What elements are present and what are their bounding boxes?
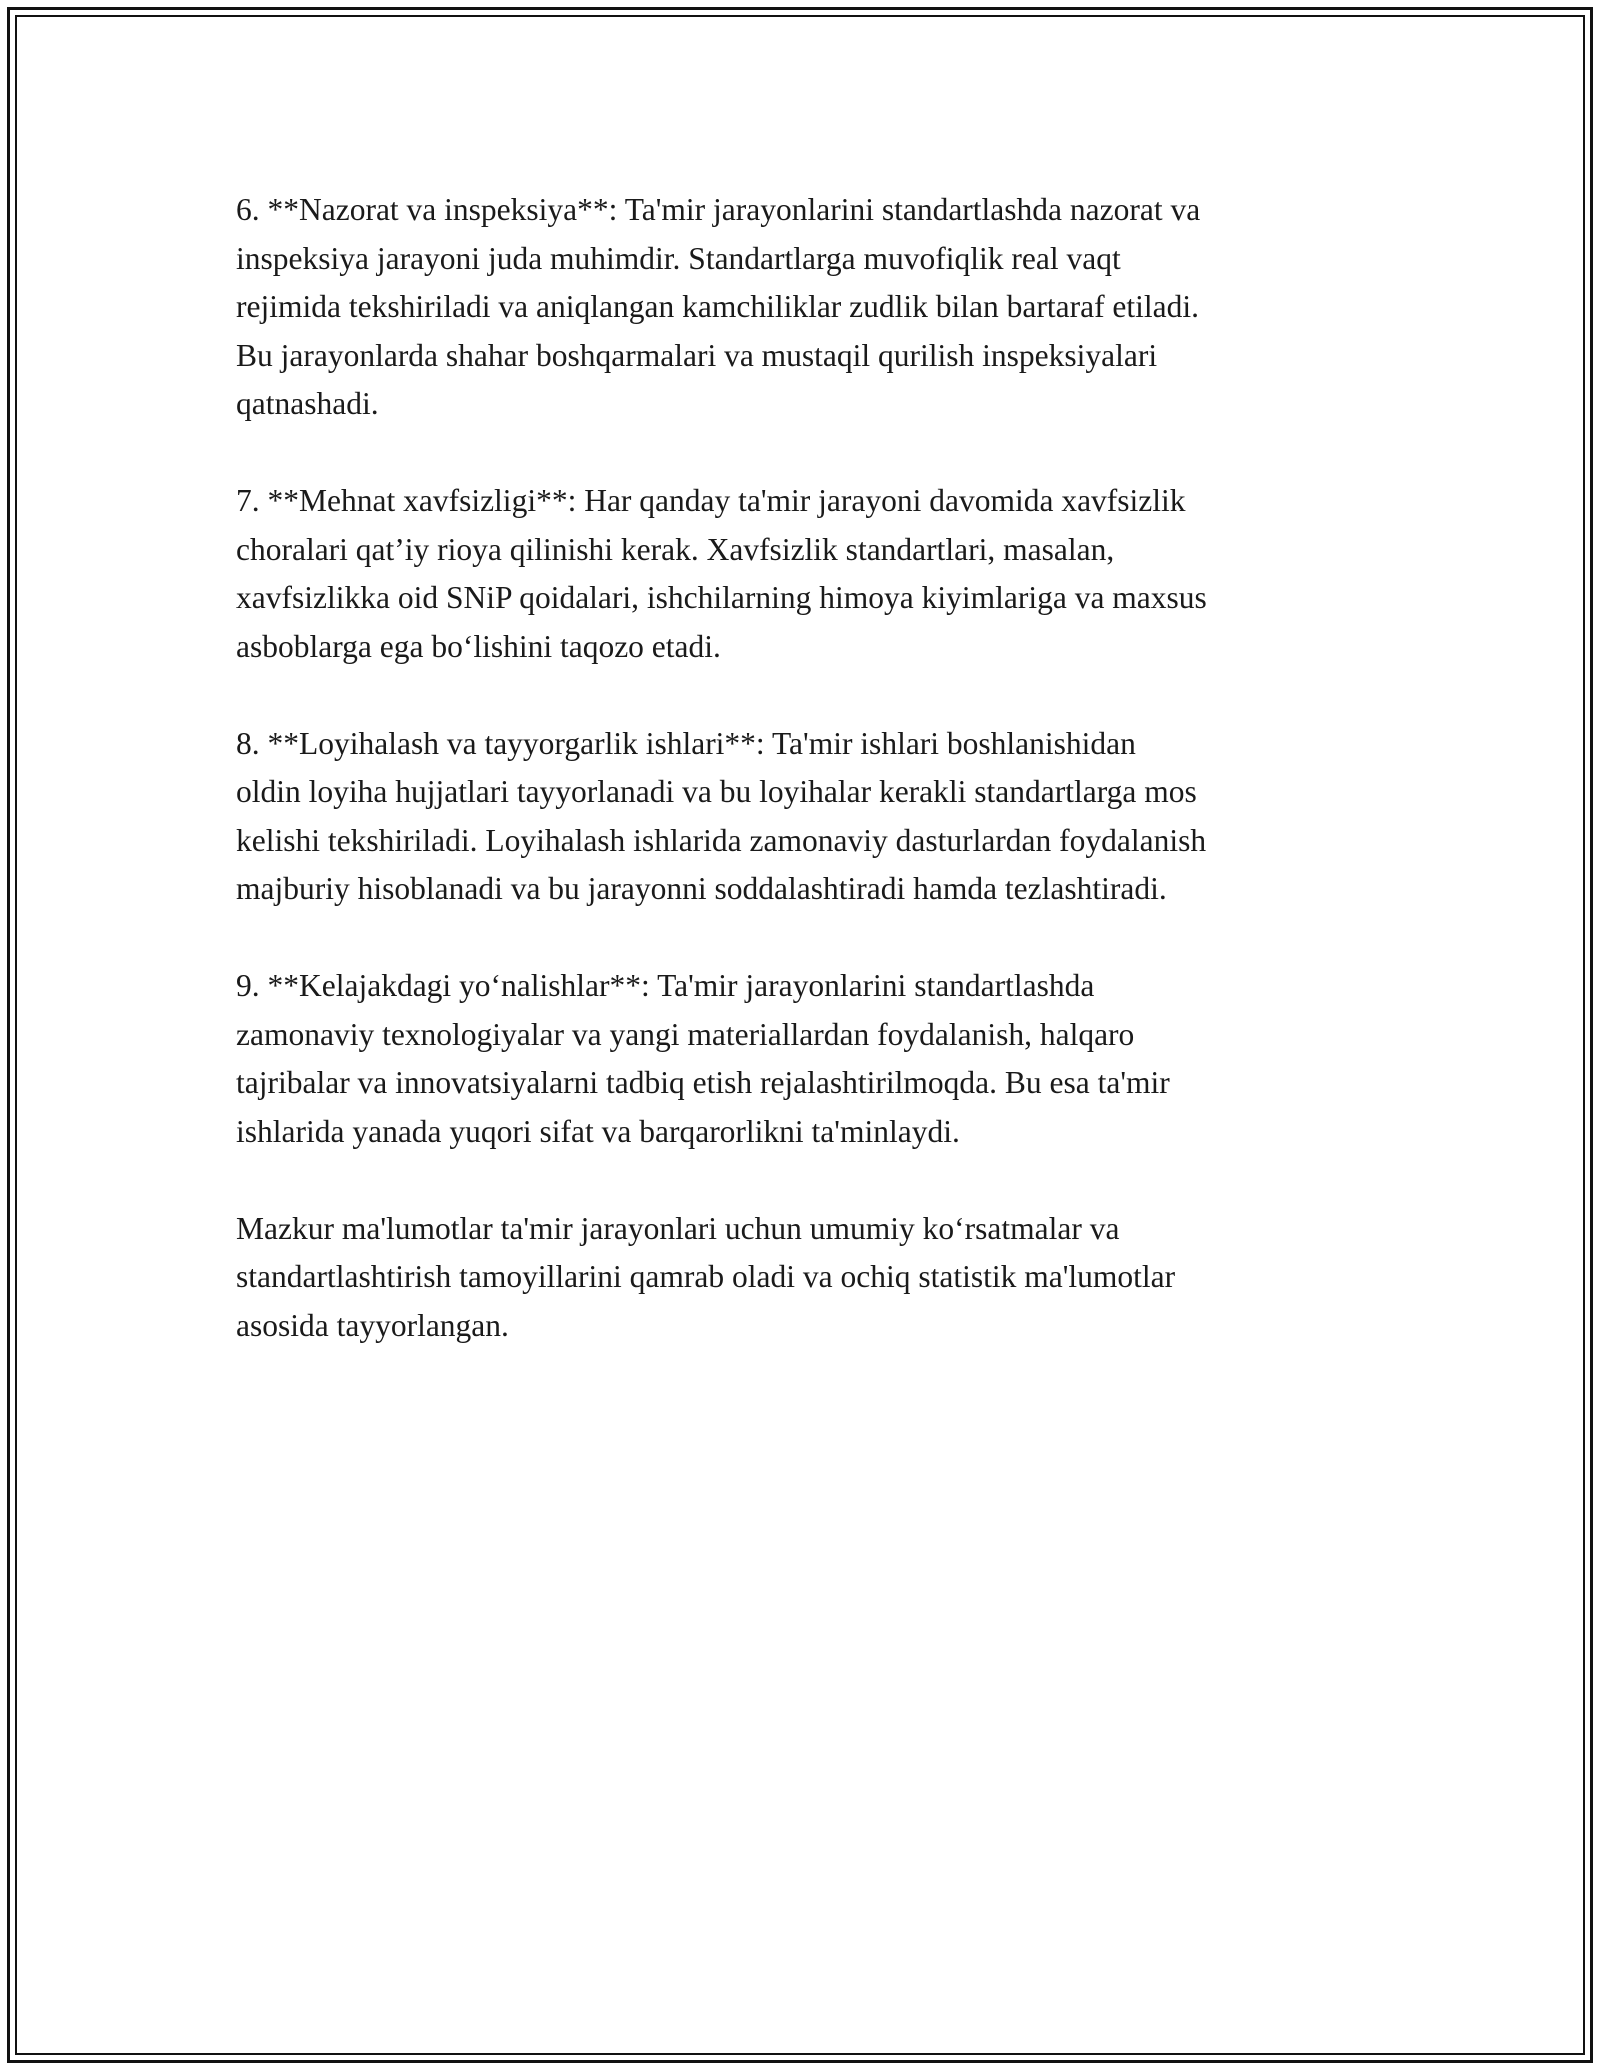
paragraph-kelajakdagi-yonalishlar: 9. **Kelajakdagi yo‘nalishlar**: Ta'mir jarayonlarini standartlashda zamonaviy texnologiyalar va yangi materiallardan foydalanish, halqaro tajribalar va innovatsiyalarni tadbiq etish rejalashtirilmoqda. Bu esa ta'mir ishlarida yanada yuqori sifat va barqarorlikni ta'minlaydi. [236, 968, 1170, 1149]
document-body [236, 186, 1386, 1350]
paragraph-conclusion: Mazkur ma'lumotlar ta'mir jarayonlari uchun umumiy ko‘rsatmalar va standartlashtirish tamoyillarini qamrab oladi va ochiq statistik ma'lumotlar asosida tayyorlangan. [236, 1210, 1176, 1343]
paragraph-mehnat-xavfsizligi: 7. **Mehnat xavfsizligi**: Har qanday ta'mir jarayoni davomida xavfsizlik choralari qat’iy rioya qilinishi kerak. Xavfsizlik standartlari, masalan, xavfsizlikka oid SNiP qoidalari, ishchilarning himoya kiyimlariga va maxsus asboblarga ega bo‘lishini taqozo etadi. [236, 483, 1207, 664]
paragraph-loyihalash: 8. **Loyihalash va tayyorgarlik ishlari**: Ta'mir ishlari boshlanishidan oldin loyiha hujjatlari tayyorlanadi va bu loyihalar kerakli standartlarga mos kelishi tekshiriladi. Loyihalash ishlarida zamonaviy dasturlardan foydalanish majburiy hisoblanadi va bu jarayonni soddalashtiradi hamda tezlashtiradi. [236, 725, 1207, 906]
paragraph-nazorat-va-inspeksiya: 6. **Nazorat va inspeksiya**: Ta'mir jarayonlarini standartlashda nazorat va inspeksiya jarayoni juda muhimdir. Standartlarga muvofiqlik real vaqt rejimida tekshiriladi va aniqlangan kamchiliklar zudlik bilan bartaraf etiladi. Bu jarayonlarda shahar boshqarmalari va mustaqil qurilish inspeksiyalari qatnashadi. [236, 192, 1201, 421]
